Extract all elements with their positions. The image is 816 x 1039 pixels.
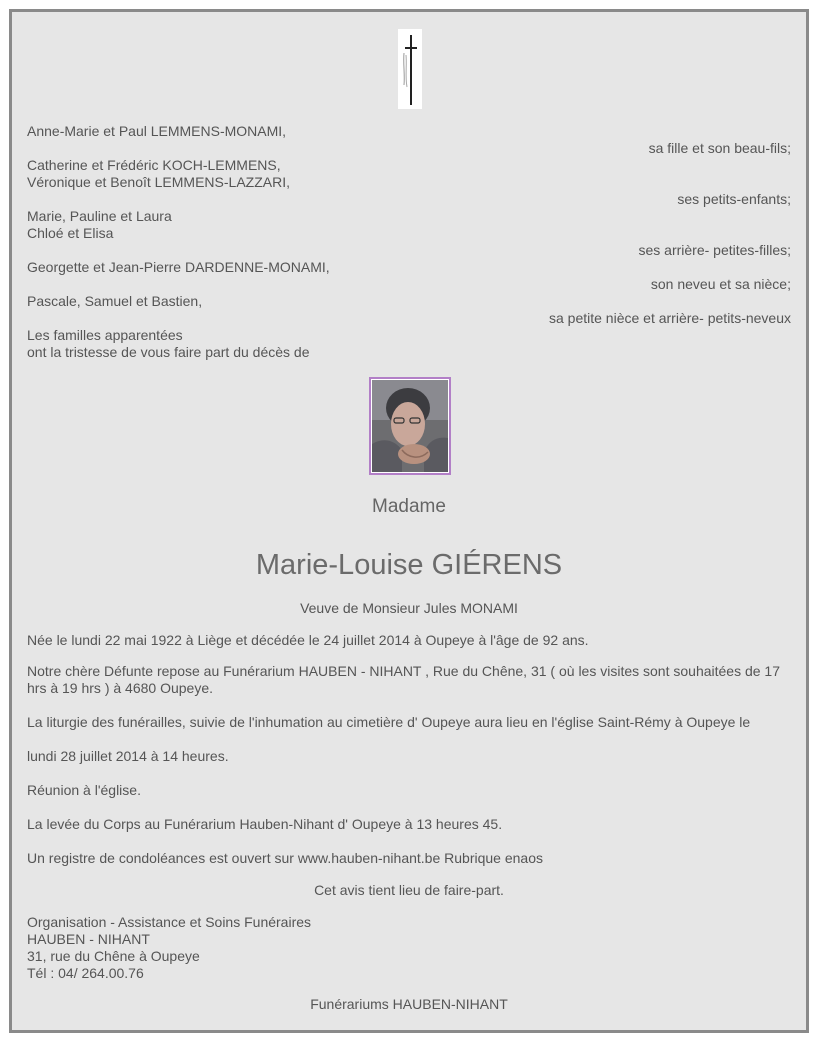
family-name-line: Catherine et Frédéric KOCH-LEMMENS, bbox=[27, 157, 281, 173]
family-name-line: Georgette et Jean-Pierre DARDENNE-MONAMI, bbox=[27, 259, 330, 275]
family-relation: ses arrière- petites-filles; bbox=[638, 242, 791, 258]
family-relation: son neveu et sa nièce; bbox=[650, 276, 791, 292]
family-name-line: Pascale, Samuel et Bastien, bbox=[27, 293, 203, 309]
family-relation: ses petits-enfants; bbox=[677, 191, 791, 207]
liturgy-text: La liturgie des funérailles, suivie de l'inhumation au cimetière d' Oupeye aura lieu en l'église Saint-Rémy à Oupeye le bbox=[27, 714, 751, 730]
family-name-line: Anne-Marie et Paul LEMMENS-MONAMI, bbox=[27, 123, 287, 139]
deceased-name: Marie-Louise GIÉRENS bbox=[255, 549, 563, 581]
widow-of: Veuve de Monsieur Jules MONAMI bbox=[300, 600, 518, 616]
registry-text: Un registre de condoléances est ouvert sur www.hauben-nihant.be Rubrique enaos bbox=[27, 850, 543, 866]
portrait-photo bbox=[369, 377, 451, 475]
family-relation: sa petite nièce et arrière- petits-neveux bbox=[548, 310, 791, 326]
organisation-line: Organisation - Assistance et Soins Funéraires bbox=[27, 914, 312, 930]
levee-text: La levée du Corps au Funérarium Hauben-Nihant d' Oupeye à 13 heures 45. bbox=[27, 816, 503, 832]
obituary-card bbox=[9, 9, 809, 1033]
footer-text: Funérariums HAUBEN-NIHANT bbox=[310, 996, 508, 1012]
funeral-date: lundi 28 juillet 2014 à 14 heures. bbox=[27, 748, 229, 764]
family-name-line: Véronique et Benoît LEMMENS-LAZZARI, bbox=[27, 174, 290, 190]
organisation-line: 31, rue du Chêne à Oupeye bbox=[27, 948, 200, 964]
family-name-line: ont la tristesse de vous faire part du décès de bbox=[27, 344, 310, 360]
birth-death-text: Née le lundi 22 mai 1922 à Liège et décédée le 24 juillet 2014 à Oupeye à l'âge de 92 ans. bbox=[27, 632, 589, 648]
rest-text: Notre chère Défunte repose au Funérarium HAUBEN - NIHANT , Rue du Chêne, 31 ( où les visites sont souhaitées de 17 hrs à 19 hrs ) à 4680 Oupeye. bbox=[27, 663, 781, 696]
family-name-line: Marie, Pauline et Laura bbox=[27, 208, 172, 224]
family-relation: sa fille et son beau-fils; bbox=[648, 140, 791, 156]
family-name-line: Les familles apparentées bbox=[27, 327, 183, 343]
organisation-line: Tél : 04/ 264.00.76 bbox=[27, 965, 144, 981]
organisation-line: HAUBEN - NIHANT bbox=[27, 931, 150, 947]
cross-icon bbox=[398, 29, 422, 109]
reunion-text: Réunion à l'église. bbox=[27, 782, 141, 798]
deceased-title: Madame bbox=[372, 496, 446, 517]
family-name-line: Chloé et Elisa bbox=[27, 225, 114, 241]
notice-text: Cet avis tient lieu de faire-part. bbox=[314, 882, 504, 898]
